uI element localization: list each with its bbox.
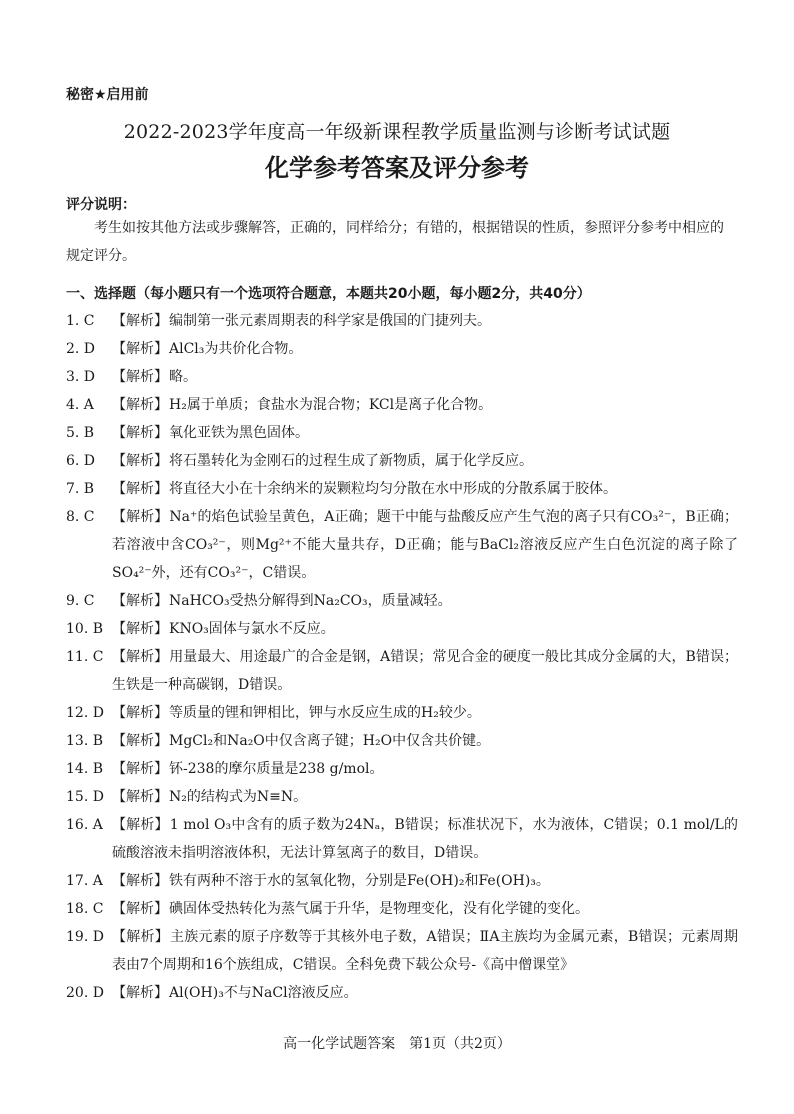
explanation-text: 用量最大、用途最广的合金是钢，A错误；常见合金的硬度一般比其成分金属的大，B错误；生铁是一种高碳钢，D错误。 bbox=[112, 649, 739, 693]
explanation-text: 铁有两种不溶于水的氢氧化物，分别是Fe(OH)₂和Fe(OH)₃。 bbox=[169, 873, 550, 889]
answer-number: 14. B bbox=[66, 761, 104, 777]
answer-item bbox=[66, 475, 738, 503]
explanation-tag: 【解析】 bbox=[112, 901, 168, 917]
answer-item bbox=[66, 895, 738, 923]
answer-item bbox=[66, 335, 738, 363]
answer-explanation bbox=[112, 419, 738, 447]
answer-explanation bbox=[112, 475, 738, 503]
answer-number: 2. D bbox=[66, 341, 96, 357]
explanation-tag: 【解析】 bbox=[112, 789, 168, 805]
explanation-tag: 【解析】 bbox=[112, 397, 168, 413]
explanation-tag: 【解析】 bbox=[112, 509, 169, 525]
answer-number: 6. D bbox=[66, 453, 96, 469]
explanation-tag: 【解析】 bbox=[112, 761, 168, 777]
explanation-text: KNO₃固体与氯水不反应。 bbox=[169, 621, 335, 637]
answer-item bbox=[66, 391, 738, 419]
explanation-tag: 【解析】 bbox=[112, 817, 169, 833]
answer-item bbox=[66, 615, 738, 643]
answer-number: 1. C bbox=[66, 313, 95, 329]
answer-explanation bbox=[112, 811, 738, 867]
answer-subtitle: 化学参考答案及评分参考 bbox=[265, 154, 529, 182]
answer-explanation bbox=[112, 867, 738, 895]
answer-number: 12. D bbox=[66, 705, 104, 721]
answer-explanation bbox=[112, 923, 738, 979]
answer-explanation bbox=[112, 335, 738, 363]
answer-item bbox=[66, 699, 738, 727]
explanation-text: 主族元素的原子序数等于其核外电子数，A错误；ⅡA主族均为金属元素，B错误；元素周期表由7个周期和16个族组成，C错误。全科免费下载公众号-《高中僧课堂》 bbox=[112, 929, 738, 973]
answer-explanation bbox=[112, 643, 738, 699]
explanation-tag: 【解析】 bbox=[112, 341, 168, 357]
answer-item bbox=[66, 727, 738, 755]
answer-item bbox=[66, 643, 738, 699]
answer-number: 18. C bbox=[66, 901, 104, 917]
answer-number: 19. D bbox=[66, 929, 104, 945]
answer-item bbox=[66, 447, 738, 475]
scoring-text: 考生如按其他方法或步骤解答，正确的，同样给分；有错的，根据错误的性质，参照评分参考中相应的规定评分。 bbox=[66, 220, 724, 264]
explanation-tag: 【解析】 bbox=[112, 593, 168, 609]
answer-item bbox=[66, 419, 738, 447]
answer-number: 8. C bbox=[66, 509, 95, 525]
answer-explanation bbox=[112, 615, 738, 643]
answer-number: 9. C bbox=[66, 593, 95, 609]
answer-number: 3. D bbox=[66, 369, 96, 385]
explanation-tag: 【解析】 bbox=[112, 929, 169, 945]
explanation-text: 将直径大小在十余纳米的炭颗粒均匀分散在水中形成的分散系属于胶体。 bbox=[169, 481, 617, 497]
answer-number: 20. D bbox=[66, 985, 104, 1001]
section-heading: 一、选择题（每小题只有一个选项符合题意，本题共20小题，每小题2分，共40分） bbox=[66, 286, 591, 302]
answer-list bbox=[66, 307, 738, 1007]
answer-explanation bbox=[112, 755, 738, 783]
explanation-text: N₂的结构式为N≡N。 bbox=[169, 789, 308, 805]
explanation-tag: 【解析】 bbox=[112, 453, 168, 469]
explanation-text: Al(OH)₃不与NaCl溶液反应。 bbox=[169, 985, 358, 1001]
answer-item bbox=[66, 979, 738, 1007]
answer-item bbox=[66, 503, 738, 587]
answer-explanation bbox=[112, 391, 738, 419]
explanation-text: 将石墨转化为金刚石的过程生成了新物质，属于化学反应。 bbox=[169, 453, 533, 469]
explanation-text: 碘固体受热转化为蒸气属于升华，是物理变化，没有化学键的变化。 bbox=[169, 901, 589, 917]
confidential-mark: 秘密★启用前 bbox=[66, 87, 149, 103]
scoring-heading: 评分说明： bbox=[66, 197, 136, 213]
answer-item bbox=[66, 755, 738, 783]
explanation-text: MgCl₂和Na₂O中仅含离子键；H₂O中仅含共价键。 bbox=[169, 733, 491, 749]
answer-explanation bbox=[112, 895, 738, 923]
explanation-tag: 【解析】 bbox=[112, 649, 169, 665]
explanation-tag: 【解析】 bbox=[112, 425, 168, 441]
explanation-text: Na⁺的焰色试验呈黄色，A正确；题干中能与盐酸反应产生气泡的离子只有CO₃²⁻，B正确；若溶液中含CO₃²⁻，则Mg²⁺不能大量共存，D正确；能与BaCl₂溶液反应产生白色沉淀的离子除了SO₄²⁻外，还有CO₃²⁻，C错误。 bbox=[112, 509, 739, 581]
explanation-text: 略。 bbox=[169, 369, 197, 385]
explanation-tag: 【解析】 bbox=[112, 621, 168, 637]
explanation-tag: 【解析】 bbox=[112, 705, 168, 721]
explanation-tag: 【解析】 bbox=[112, 873, 168, 889]
answer-item bbox=[66, 867, 738, 895]
explanation-tag: 【解析】 bbox=[112, 985, 168, 1001]
answer-number: 16. A bbox=[66, 817, 103, 833]
answer-number: 11. C bbox=[66, 649, 104, 665]
answer-number: 10. B bbox=[66, 621, 104, 637]
answer-item bbox=[66, 923, 738, 979]
explanation-text: 1 mol O₃中含有的质子数为24Nₐ，B错误；标准状况下，水为液体，C错误；0.1 mol/L的硫酸溶液未指明溶液体积，无法计算氢离子的数目，D错误。 bbox=[112, 817, 739, 861]
answer-item bbox=[66, 307, 738, 335]
answer-item bbox=[66, 783, 738, 811]
answer-item bbox=[66, 587, 738, 615]
answer-explanation bbox=[112, 447, 738, 475]
explanation-text: 等质量的锂和钾相比，钾与水反应生成的H₂较少。 bbox=[169, 705, 481, 721]
answer-number: 7. B bbox=[66, 481, 95, 497]
answer-number: 13. B bbox=[66, 733, 104, 749]
answer-explanation bbox=[112, 503, 738, 587]
explanation-text: NaHCO₃受热分解得到Na₂CO₃，质量减轻。 bbox=[169, 593, 452, 609]
answer-number: 15. D bbox=[66, 789, 104, 805]
explanation-tag: 【解析】 bbox=[112, 313, 168, 329]
explanation-tag: 【解析】 bbox=[112, 481, 168, 497]
page-footer: 高一化学试题答案 第1页（共2页） bbox=[283, 1036, 511, 1052]
answer-explanation bbox=[112, 363, 738, 391]
explanation-tag: 【解析】 bbox=[112, 733, 168, 749]
explanation-text: 氧化亚铁为黑色固体。 bbox=[169, 425, 309, 441]
answer-explanation bbox=[112, 587, 738, 615]
explanation-text: AlCl₃为共价化合物。 bbox=[169, 341, 303, 357]
answer-explanation bbox=[112, 783, 738, 811]
scoring-note bbox=[66, 214, 736, 270]
answer-item bbox=[66, 363, 738, 391]
answer-number: 4. A bbox=[66, 397, 94, 413]
answer-explanation bbox=[112, 727, 738, 755]
explanation-text: H₂属于单质；食盐水为混合物；KCl是离子化合物。 bbox=[169, 397, 493, 413]
answer-number: 17. A bbox=[66, 873, 103, 889]
explanation-text: 钚-238的摩尔质量是238 g/mol。 bbox=[169, 761, 384, 777]
exam-title: 2022-2023学年度高一年级新课程教学质量监测与诊断考试试题 bbox=[123, 121, 671, 143]
answer-explanation bbox=[112, 979, 738, 1007]
answer-explanation bbox=[112, 699, 738, 727]
explanation-tag: 【解析】 bbox=[112, 369, 168, 385]
answer-item bbox=[66, 811, 738, 867]
answer-number: 5. B bbox=[66, 425, 95, 441]
answer-explanation bbox=[112, 307, 738, 335]
explanation-text: 编制第一张元素周期表的科学家是俄国的门捷列夫。 bbox=[169, 313, 491, 329]
